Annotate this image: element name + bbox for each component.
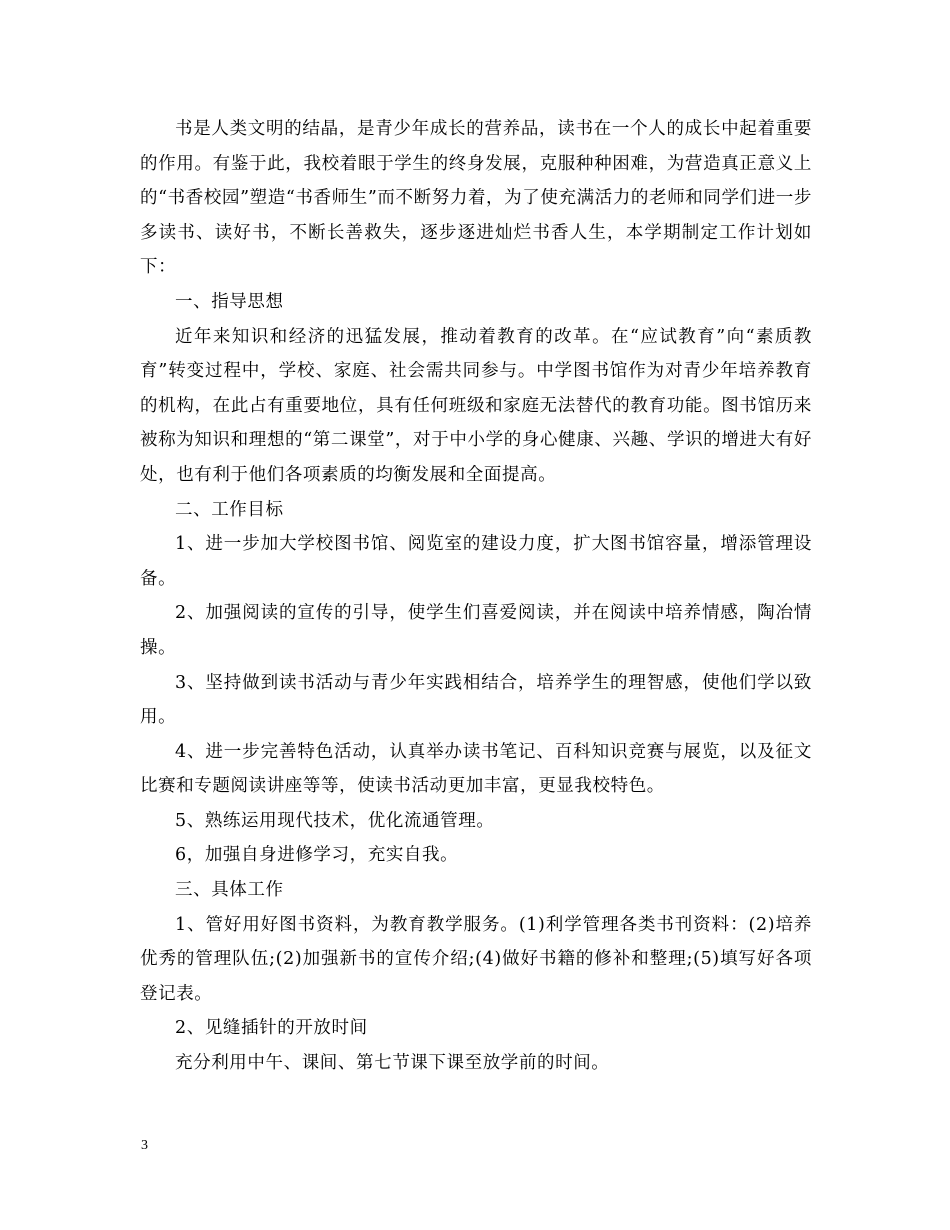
work-goal-item-2: 2、加强阅读的宣传的引导，使学生们喜爱阅读，并在阅读中培养情感，陶冶情操。 [140,603,812,658]
work-goal-item-4: 4、进一步完善特色活动，认真举办读书笔记、百科知识竞赛与展览，以及征文比赛和专题阅读讲座等等，使读书活动更加丰富，更显我校特色。 [140,741,812,797]
intro-paragraph: 书是人类文明的结晶，是青少年成长的营养品，读书在一个人的成长中起着重要的作用。有鉴于此，我校着眼于学生的终身发展，克服种种困难，为营造真正意义上的“书香校园”塑造“书香师生”而不断努力着，为了使充满活力的老师和同学们进一步多读书、读好书，不断长善救失，逐步逐进灿烂书香人生，本学期制定工作计划如下： [140,119,812,278]
document-body [140,112,812,1081]
section-heading-specific-work: 三、具体工作 [175,880,284,901]
specific-work-item-2: 2、见缝插针的开放时间 [175,1018,368,1039]
guiding-thought-paragraph: 近年来知识和经济的迅猛发展，推动着教育的改革。在“应试教育”向“素质教育”转变过程中，学校、家庭、社会需共同参与。中学图书馆作为对青少年培养教育的机构，在此占有重要地位，具有任何班级和家庭无法替代的教育功能。图书馆历来被称为知识和理想的“第二课堂”，对于中小学的身心健康、兴趣、学识的增进大有好处，也有利于他们各项素质的均衡发展和全面提高。 [140,326,812,485]
work-goal-item-3: 3、坚持做到读书活动与青少年实践相结合，培养学生的理智感，使他们学以致用。 [140,672,812,728]
section-heading-guiding-thought: 一、指导思想 [175,291,284,312]
work-goal-item-5: 5、熟练运用现代技术，优化流通管理。 [175,810,495,831]
section-heading-work-goals: 二、工作目标 [175,499,284,520]
specific-work-item-1: 1、管好用好图书资料，为教育教学服务。(1)利学管理各类书刊资料：(2)培养优秀的管理队伍;(2)加强新书的宣传介绍;(4)做好书籍的修补和整理;(5)填写好各项登记表。 [140,914,812,1004]
page-number: 3 [141,1138,148,1153]
work-goal-item-6: 6，加强自身进修学习，充实自我。 [175,845,459,866]
work-goal-item-1: 1、进一步加大学校图书馆、阅览室的建设力度，扩大图书馆容量，增添管理设备。 [140,534,812,589]
opening-time-paragraph: 充分利用中午、课间、第七节课下课至放学前的时间。 [175,1053,610,1074]
